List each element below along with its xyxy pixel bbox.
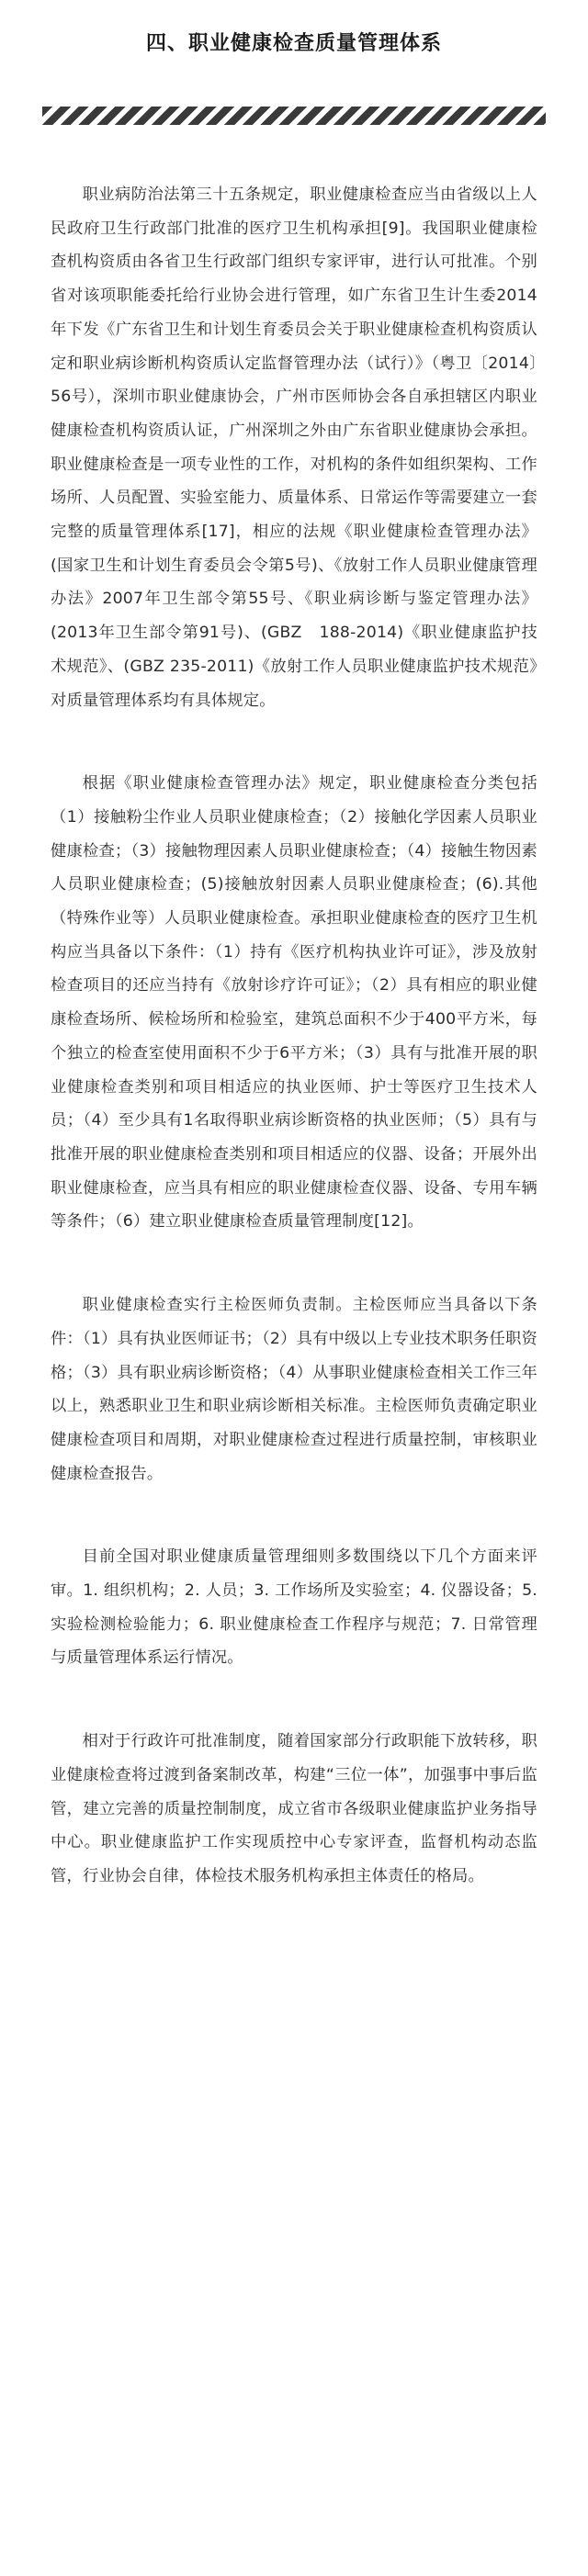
paragraph-filing-reform: 相对于行政许可批准制度，随着国家部分行政职能下放转移，职业健康检查将过渡到备案制改革，构建“三位一体”，加强事中事后监管，建立完善的质量控制制度，成立省市各级职业健康监护业务指导中心。职业健康监护工作实现质控中心专家评查，监督机构动态监管，行业协会自律，体检技术服务机构承担主体责任的格局。 [51, 1732, 537, 1885]
paragraph-legal-basis: 职业病防治法第三十五条规定，职业健康检查应当由省级以上人民政府卫生行政部门批准的医疗卫生机构承担[9]。我国职业健康检查机构资质由各省卫生行政部门组织专家评审，进行认可批准。个别省对该项职能委托给行业协会进行管理，如广东省卫生计生委2014年下发《广东省卫生和计划生育委员会关于职业健康检查机构资质认定和职业病诊断机构资质认定监督管理办法（试行）》（粤卫〔2014〕56号），深圳市职业健康协会，广州市医师协会各自承担辖区内职业健康检查机构资质认证，广州深圳之外由广东省职业健康协会承担。职业健康检查是一项专业性的工作，对机构的条件如组织架构、工作场所、人员配置、实验室能力、质量体系、日常运作等需要建立一套完整的质量管理体系[17]，相应的法规《职业健康检查管理办法》(国家卫生和计划生育委员会令第5号)、《放射工作人员职业健康管理办法》2007年卫生部令第55号、《职业病诊断与鉴定管理办法》(2013年卫生部令第91号)、(GBZ 188-2014)《职业健康监护技术规范》、(GBZ 235-2011)《放射工作人员职业健康监护技术规范》对质量管理体系均有具体规定。 [51, 186, 537, 710]
section-title: 四、职业健康检查质量管理体系 [145, 32, 442, 55]
paragraph-review-aspects: 目前全国对职业健康质量管理细则多数围绕以下几个方面来评审。1. 组织机构；2. 人员；3. 工作场所及实验室；4. 仪器设备；5. 实验检测检验能力；6. 职业健康检查工作程序与规范；7. 日常管理与质量管理体系运行情况。 [51, 1547, 537, 1668]
paragraph-chief-physician: 职业健康检查实行主检医师负责制。主检医师应当具备以下条件：（1）具有执业医师证书；（2）具有中级以上专业技术职务任职资格；（3）具有职业病诊断资格；（4）从事职业健康检查相关工作三年以上，熟悉职业卫生和职业病诊断相关标准。主检医师负责确定职业健康检查项目和周期，对职业健康检查过程进行质量控制，审核职业健康检查报告。 [51, 1296, 537, 1483]
striped-divider [42, 107, 546, 125]
article-body [0, 125, 588, 1894]
paragraph-exam-categories: 根据《职业健康检查管理办法》规定，职业健康检查分类包括（1）接触粉尘作业人员职业健康检查；（2）接触化学因素人员职业健康检查；（3）接触物理因素人员职业健康检查；（4）接触生物因素人员职业健康检查；(5)接触放射因素人员职业健康检查；(6).其他（特殊作业等）人员职业健康检查。承担职业健康检查的医疗卫生机构应当具备以下条件：（1）持有《医疗机构执业许可证》，涉及放射检查项目的还应当持有《放射诊疗许可证》；（2）具有相应的职业健康检查场所、候检场所和检验室，建筑总面积不少于400平方米，每个独立的检查室使用面积不少于6平方米；（3）具有与批准开展的职业健康检查类别和项目相适应的执业医师、护士等医疗卫生技术人员；（4）至少具有1名取得职业病诊断资格的执业医师；（5）具有与批准开展的职业健康检查类别和项目相适应的仪器、设备；开展外出职业健康检查，应当具有相应的职业健康检查仪器、设备、专用车辆等条件；（6）建立职业健康检查质量管理制度[12]。 [51, 774, 537, 1232]
